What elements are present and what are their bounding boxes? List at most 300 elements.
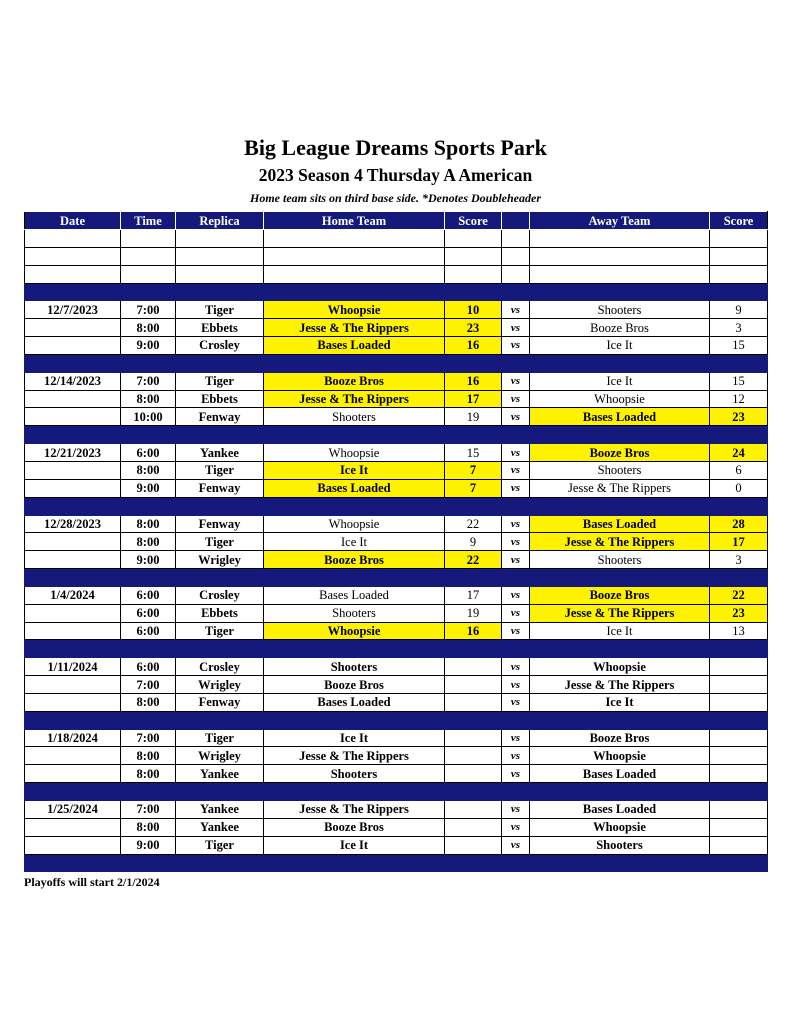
time-cell: 8:00 — [121, 319, 176, 337]
away-score-cell: 15 — [710, 337, 768, 355]
separator-cell — [264, 640, 445, 658]
vs-cell: vs — [502, 515, 530, 533]
week-separator — [25, 569, 768, 587]
separator-cell — [121, 497, 176, 515]
separator-cell — [264, 854, 445, 872]
home-score-cell — [445, 765, 502, 783]
separator-cell — [264, 783, 445, 801]
separator-cell — [176, 497, 264, 515]
blank-row — [25, 265, 768, 283]
col-header-home-team: Home Team — [264, 212, 445, 230]
separator-cell — [25, 783, 121, 801]
home-team-cell: Shooters — [264, 408, 445, 426]
separator-cell — [264, 283, 445, 301]
away-team-cell: Shooters — [530, 836, 710, 854]
replica-cell: Tiger — [176, 533, 264, 551]
time-cell: 7:00 — [121, 801, 176, 819]
home-team-cell: Booze Bros — [264, 551, 445, 569]
home-team-cell: Bases Loaded — [264, 479, 445, 497]
away-team-cell: Bases Loaded — [530, 408, 710, 426]
separator-cell — [445, 283, 502, 301]
away-score-cell: 0 — [710, 479, 768, 497]
separator-cell — [25, 426, 121, 444]
vs-cell: vs — [502, 319, 530, 337]
table-row — [25, 586, 768, 604]
week-separator — [25, 854, 768, 872]
week-separator — [25, 783, 768, 801]
replica-cell: Ebbets — [176, 390, 264, 408]
time-cell: 8:00 — [121, 765, 176, 783]
separator-cell — [121, 426, 176, 444]
date-cell — [25, 622, 121, 640]
home-score-cell: 16 — [445, 622, 502, 640]
date-cell — [25, 818, 121, 836]
vs-cell: vs — [502, 836, 530, 854]
time-cell: 8:00 — [121, 461, 176, 479]
home-score-cell: 7 — [445, 461, 502, 479]
home-score-cell: 19 — [445, 408, 502, 426]
separator-cell — [710, 640, 768, 658]
replica-cell: Tiger — [176, 461, 264, 479]
empty-cell — [25, 230, 121, 248]
separator-cell — [502, 854, 530, 872]
separator-cell — [176, 711, 264, 729]
date-cell — [25, 408, 121, 426]
replica-cell: Tiger — [176, 836, 264, 854]
separator-cell — [121, 283, 176, 301]
separator-cell — [710, 569, 768, 587]
home-score-cell — [445, 836, 502, 854]
separator-cell — [121, 640, 176, 658]
home-team-cell: Whoopsie — [264, 515, 445, 533]
time-cell: 8:00 — [121, 533, 176, 551]
separator-cell — [710, 854, 768, 872]
away-score-cell — [710, 729, 768, 747]
home-score-cell — [445, 658, 502, 676]
vs-cell: vs — [502, 533, 530, 551]
home-team-cell: Ice It — [264, 836, 445, 854]
away-score-cell — [710, 693, 768, 711]
away-score-cell — [710, 765, 768, 783]
home-score-cell — [445, 747, 502, 765]
away-team-cell: Bases Loaded — [530, 765, 710, 783]
home-team-cell: Shooters — [264, 658, 445, 676]
playoffs-note: Playoffs will start 2/1/2024 — [24, 875, 160, 889]
time-cell: 9:00 — [121, 836, 176, 854]
separator-cell — [710, 354, 768, 372]
away-score-cell: 23 — [710, 408, 768, 426]
away-team-cell: Jesse & The Rippers — [530, 604, 710, 622]
separator-cell — [121, 854, 176, 872]
empty-cell — [502, 247, 530, 265]
home-team-cell: Ice It — [264, 461, 445, 479]
separator-cell — [264, 354, 445, 372]
date-cell: 12/7/2023 — [25, 301, 121, 319]
week-separator — [25, 640, 768, 658]
time-cell: 7:00 — [121, 372, 176, 390]
time-cell: 9:00 — [121, 479, 176, 497]
vs-cell: vs — [502, 729, 530, 747]
empty-cell — [445, 247, 502, 265]
vs-cell: vs — [502, 372, 530, 390]
empty-cell — [530, 247, 710, 265]
separator-cell — [530, 711, 710, 729]
time-cell: 10:00 — [121, 408, 176, 426]
away-team-cell: Bases Loaded — [530, 515, 710, 533]
separator-cell — [502, 354, 530, 372]
separator-cell — [121, 354, 176, 372]
table-row — [25, 337, 768, 355]
separator-cell — [502, 640, 530, 658]
separator-cell — [502, 497, 530, 515]
vs-cell: vs — [502, 586, 530, 604]
vs-cell: vs — [502, 818, 530, 836]
time-cell: 7:00 — [121, 676, 176, 694]
home-score-cell — [445, 676, 502, 694]
empty-cell — [710, 230, 768, 248]
blank-row — [25, 230, 768, 248]
separator-cell — [445, 569, 502, 587]
away-score-cell — [710, 818, 768, 836]
empty-cell — [502, 265, 530, 283]
separator-cell — [445, 854, 502, 872]
vs-cell: vs — [502, 747, 530, 765]
table-row — [25, 801, 768, 819]
replica-cell: Fenway — [176, 408, 264, 426]
table-row — [25, 818, 768, 836]
home-score-cell: 10 — [445, 301, 502, 319]
week-separator — [25, 283, 768, 301]
separator-cell — [25, 640, 121, 658]
away-team-cell: Jesse & The Rippers — [530, 676, 710, 694]
away-team-cell: Ice It — [530, 337, 710, 355]
away-score-cell: 12 — [710, 390, 768, 408]
col-header-time: Time — [121, 212, 176, 230]
separator-cell — [25, 354, 121, 372]
away-team-cell: Shooters — [530, 461, 710, 479]
away-team-cell: Whoopsie — [530, 747, 710, 765]
home-score-cell: 9 — [445, 533, 502, 551]
date-cell — [25, 836, 121, 854]
separator-cell — [710, 783, 768, 801]
vs-cell: vs — [502, 479, 530, 497]
table-row — [25, 515, 768, 533]
away-score-cell — [710, 747, 768, 765]
replica-cell: Wrigley — [176, 676, 264, 694]
date-cell — [25, 479, 121, 497]
table-row — [25, 372, 768, 390]
page-subtitle: 2023 Season 4 Thursday A American — [258, 165, 533, 185]
time-cell: 7:00 — [121, 301, 176, 319]
vs-cell: vs — [502, 551, 530, 569]
away-score-cell — [710, 658, 768, 676]
replica-cell: Ebbets — [176, 604, 264, 622]
separator-cell — [710, 711, 768, 729]
separator-cell — [121, 569, 176, 587]
home-team-cell: Ice It — [264, 729, 445, 747]
away-score-cell — [710, 676, 768, 694]
table-row — [25, 765, 768, 783]
away-team-cell: Ice It — [530, 693, 710, 711]
away-team-cell: Booze Bros — [530, 444, 710, 462]
page-title: Big League Dreams Sports Park — [244, 135, 547, 160]
home-team-cell: Whoopsie — [264, 444, 445, 462]
away-score-cell: 3 — [710, 551, 768, 569]
away-team-cell: Shooters — [530, 301, 710, 319]
away-score-cell: 6 — [710, 461, 768, 479]
separator-cell — [25, 854, 121, 872]
col-header-away-team: Away Team — [530, 212, 710, 230]
date-cell — [25, 693, 121, 711]
blank-row — [25, 247, 768, 265]
empty-cell — [25, 247, 121, 265]
replica-cell: Yankee — [176, 765, 264, 783]
separator-cell — [530, 569, 710, 587]
separator-cell — [25, 711, 121, 729]
vs-cell: vs — [502, 676, 530, 694]
week-separator — [25, 354, 768, 372]
home-team-cell: Bases Loaded — [264, 586, 445, 604]
separator-cell — [121, 711, 176, 729]
away-team-cell: Ice It — [530, 622, 710, 640]
home-score-cell — [445, 729, 502, 747]
away-team-cell: Booze Bros — [530, 586, 710, 604]
date-cell: 1/25/2024 — [25, 801, 121, 819]
time-cell: 8:00 — [121, 390, 176, 408]
seating-note: Home team sits on third base side. *Denotes Doubleheader — [250, 191, 541, 205]
separator-cell — [264, 569, 445, 587]
replica-cell: Wrigley — [176, 747, 264, 765]
separator-cell — [530, 426, 710, 444]
separator-cell — [176, 426, 264, 444]
empty-cell — [121, 247, 176, 265]
home-score-cell: 17 — [445, 390, 502, 408]
separator-cell — [264, 426, 445, 444]
away-team-cell: Jesse & The Rippers — [530, 479, 710, 497]
separator-cell — [445, 354, 502, 372]
schedule-table — [24, 211, 768, 872]
empty-cell — [445, 230, 502, 248]
table-row — [25, 604, 768, 622]
date-cell: 12/14/2023 — [25, 372, 121, 390]
table-row — [25, 444, 768, 462]
home-score-cell — [445, 818, 502, 836]
replica-cell: Fenway — [176, 479, 264, 497]
separator-cell — [502, 711, 530, 729]
table-row — [25, 551, 768, 569]
empty-cell — [264, 247, 445, 265]
away-team-cell: Booze Bros — [530, 729, 710, 747]
vs-cell: vs — [502, 604, 530, 622]
time-cell: 6:00 — [121, 444, 176, 462]
table-row — [25, 693, 768, 711]
separator-cell — [176, 783, 264, 801]
away-score-cell: 3 — [710, 319, 768, 337]
col-header-away-score: Score — [710, 212, 768, 230]
home-score-cell: 22 — [445, 551, 502, 569]
home-team-cell: Jesse & The Rippers — [264, 390, 445, 408]
date-cell: 1/11/2024 — [25, 658, 121, 676]
away-score-cell: 15 — [710, 372, 768, 390]
home-score-cell: 16 — [445, 337, 502, 355]
replica-cell: Fenway — [176, 693, 264, 711]
table-row — [25, 479, 768, 497]
table-row — [25, 676, 768, 694]
separator-cell — [25, 569, 121, 587]
home-score-cell: 19 — [445, 604, 502, 622]
separator-cell — [502, 783, 530, 801]
date-cell — [25, 747, 121, 765]
empty-cell — [710, 265, 768, 283]
empty-cell — [176, 247, 264, 265]
away-score-cell: 22 — [710, 586, 768, 604]
home-score-cell: 15 — [445, 444, 502, 462]
home-team-cell: Booze Bros — [264, 372, 445, 390]
home-team-cell: Bases Loaded — [264, 693, 445, 711]
separator-cell — [445, 497, 502, 515]
separator-cell — [176, 854, 264, 872]
home-score-cell: 7 — [445, 479, 502, 497]
home-team-cell: Whoopsie — [264, 301, 445, 319]
separator-cell — [502, 283, 530, 301]
separator-cell — [530, 640, 710, 658]
table-row — [25, 319, 768, 337]
col-header-date: Date — [25, 212, 121, 230]
separator-cell — [25, 497, 121, 515]
home-team-cell: Jesse & The Rippers — [264, 801, 445, 819]
home-team-cell: Ice It — [264, 533, 445, 551]
vs-cell: vs — [502, 444, 530, 462]
separator-cell — [710, 283, 768, 301]
time-cell: 7:00 — [121, 729, 176, 747]
replica-cell: Tiger — [176, 301, 264, 319]
col-header-replica: Replica — [176, 212, 264, 230]
date-cell — [25, 319, 121, 337]
separator-cell — [176, 569, 264, 587]
col-header-home-score: Score — [445, 212, 502, 230]
separator-cell — [530, 854, 710, 872]
table-row — [25, 658, 768, 676]
vs-cell: vs — [502, 801, 530, 819]
time-cell: 6:00 — [121, 586, 176, 604]
separator-cell — [502, 569, 530, 587]
table-row — [25, 533, 768, 551]
home-team-cell: Booze Bros — [264, 818, 445, 836]
separator-cell — [445, 640, 502, 658]
empty-cell — [264, 265, 445, 283]
empty-cell — [445, 265, 502, 283]
separator-cell — [502, 426, 530, 444]
separator-cell — [530, 354, 710, 372]
date-cell: 12/28/2023 — [25, 515, 121, 533]
replica-cell: Tiger — [176, 372, 264, 390]
away-score-cell: 17 — [710, 533, 768, 551]
date-cell — [25, 533, 121, 551]
table-header-row — [25, 212, 768, 230]
date-cell — [25, 461, 121, 479]
week-separator — [25, 711, 768, 729]
empty-cell — [502, 230, 530, 248]
empty-cell — [121, 230, 176, 248]
home-team-cell: Jesse & The Rippers — [264, 747, 445, 765]
away-team-cell: Shooters — [530, 551, 710, 569]
away-team-cell: Jesse & The Rippers — [530, 533, 710, 551]
empty-cell — [530, 265, 710, 283]
vs-cell: vs — [502, 693, 530, 711]
separator-cell — [530, 283, 710, 301]
separator-cell — [176, 354, 264, 372]
week-separator — [25, 426, 768, 444]
time-cell: 6:00 — [121, 622, 176, 640]
col-header-vs — [502, 212, 530, 230]
home-score-cell: 16 — [445, 372, 502, 390]
replica-cell: Tiger — [176, 622, 264, 640]
away-team-cell: Booze Bros — [530, 319, 710, 337]
date-cell: 1/18/2024 — [25, 729, 121, 747]
table-row — [25, 390, 768, 408]
empty-cell — [710, 247, 768, 265]
replica-cell: Crosley — [176, 658, 264, 676]
home-score-cell — [445, 801, 502, 819]
time-cell: 8:00 — [121, 747, 176, 765]
away-team-cell: Whoopsie — [530, 818, 710, 836]
replica-cell: Ebbets — [176, 319, 264, 337]
replica-cell: Yankee — [176, 444, 264, 462]
home-team-cell: Jesse & The Rippers — [264, 319, 445, 337]
away-team-cell: Bases Loaded — [530, 801, 710, 819]
table-row — [25, 301, 768, 319]
away-score-cell: 23 — [710, 604, 768, 622]
empty-cell — [530, 230, 710, 248]
separator-cell — [710, 497, 768, 515]
separator-cell — [445, 783, 502, 801]
replica-cell: Tiger — [176, 729, 264, 747]
away-score-cell: 13 — [710, 622, 768, 640]
vs-cell: vs — [502, 301, 530, 319]
separator-cell — [530, 497, 710, 515]
time-cell: 9:00 — [121, 551, 176, 569]
time-cell: 8:00 — [121, 693, 176, 711]
vs-cell: vs — [502, 765, 530, 783]
vs-cell: vs — [502, 390, 530, 408]
away-score-cell — [710, 836, 768, 854]
away-team-cell: Whoopsie — [530, 658, 710, 676]
vs-cell: vs — [502, 337, 530, 355]
home-team-cell: Bases Loaded — [264, 337, 445, 355]
home-team-cell: Shooters — [264, 765, 445, 783]
table-row — [25, 729, 768, 747]
home-score-cell: 17 — [445, 586, 502, 604]
replica-cell: Fenway — [176, 515, 264, 533]
time-cell: 6:00 — [121, 658, 176, 676]
separator-cell — [445, 711, 502, 729]
replica-cell: Yankee — [176, 801, 264, 819]
time-cell: 8:00 — [121, 515, 176, 533]
empty-cell — [121, 265, 176, 283]
away-team-cell: Ice It — [530, 372, 710, 390]
home-score-cell — [445, 693, 502, 711]
home-score-cell: 23 — [445, 319, 502, 337]
date-cell: 1/4/2024 — [25, 586, 121, 604]
empty-cell — [176, 265, 264, 283]
separator-cell — [25, 283, 121, 301]
empty-cell — [264, 230, 445, 248]
away-score-cell: 24 — [710, 444, 768, 462]
replica-cell: Crosley — [176, 586, 264, 604]
time-cell: 8:00 — [121, 818, 176, 836]
date-cell — [25, 390, 121, 408]
separator-cell — [176, 640, 264, 658]
